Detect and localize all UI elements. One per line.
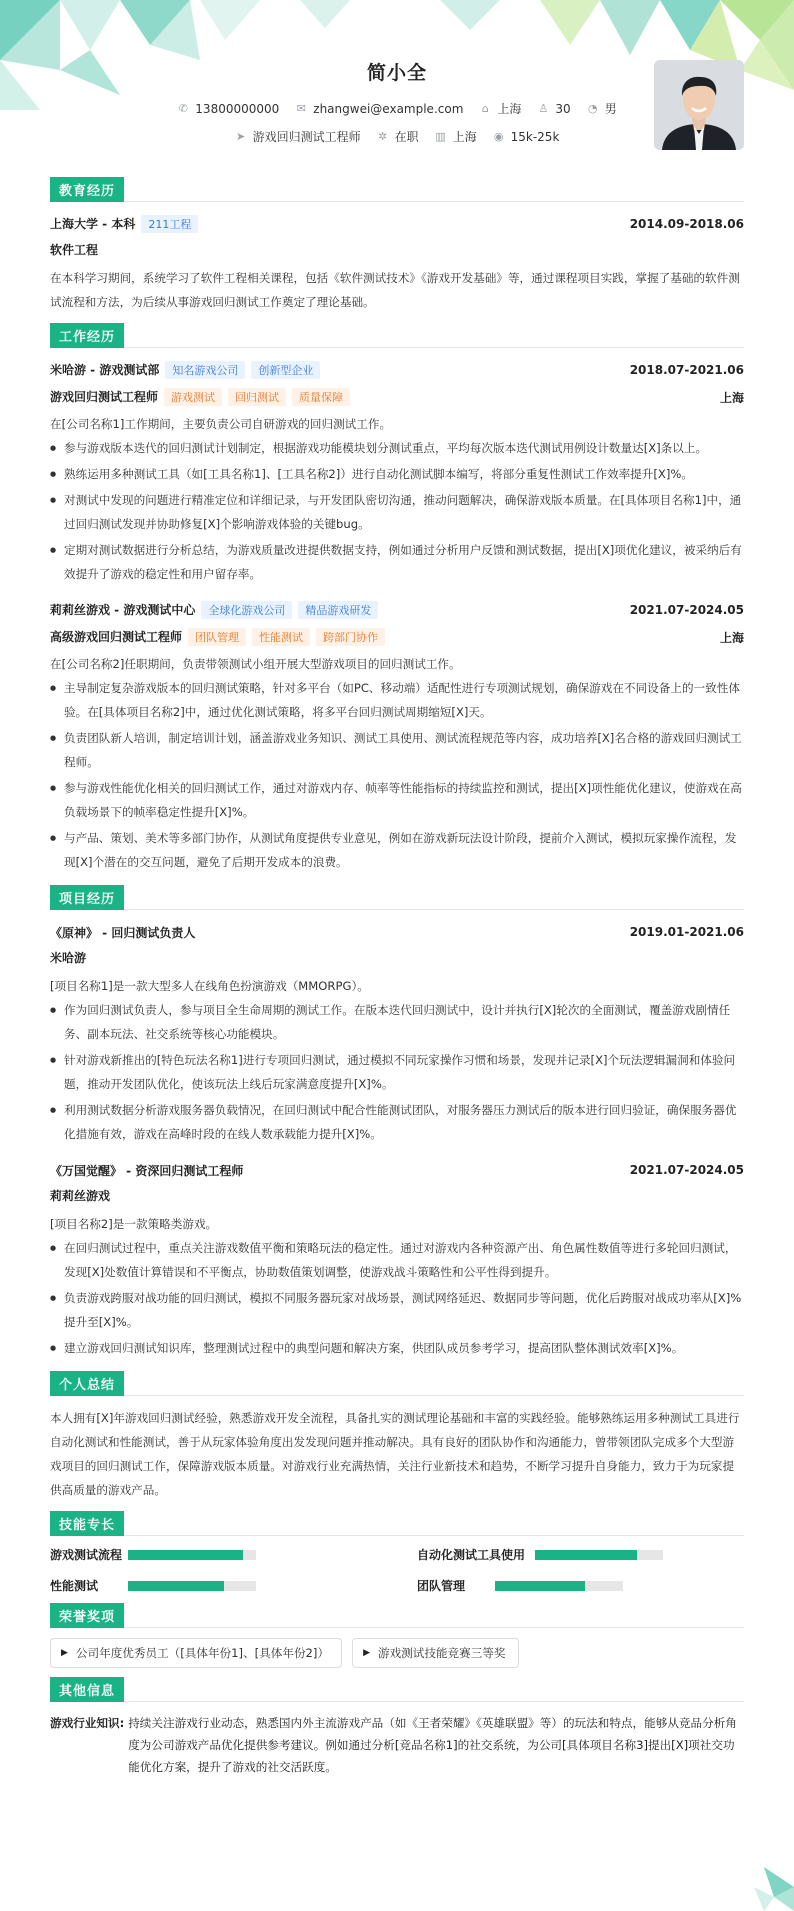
school-tag: 211工程 bbox=[141, 215, 198, 233]
award-label: 游戏测试技能竞赛三等奖 bbox=[377, 1646, 506, 1660]
phone-icon: ✆ bbox=[178, 102, 188, 115]
project-org: 米哈游 bbox=[50, 951, 87, 965]
project-title: 《万国觉醒》 - 资深回归测试工程师 bbox=[50, 1163, 244, 1178]
age: 30 bbox=[555, 101, 571, 116]
list-item: ● 在回归测试过程中，重点关注游戏数值平衡和策略玩法的稳定性。通过对游戏内各种资源产出、角色属性数值等进行多轮回归测试，发现[X]处数值计算错误和不平衡点，协助数值策划调整，使游戏战斗策略性和公平性得到提升。 bbox=[50, 1236, 744, 1284]
play-icon: ▶ bbox=[363, 1648, 370, 1658]
work-date: 2021.07-2024.05 bbox=[629, 603, 744, 617]
list-item: ● 针对游戏新推出的[特色玩法名称1]进行专项回归测试，通过模拟不同玩家操作习惯和场景，发现并记录[X]个玩法逻辑漏洞和体验问题，推动开发团队优化，使该玩法上线后玩家满意度提升[X]%。 bbox=[50, 1048, 744, 1096]
project-date: 2019.01-2021.06 bbox=[629, 925, 744, 939]
section-title-education: 教育经历 bbox=[50, 177, 124, 202]
project-title: 《原神》 - 回归测试负责人 bbox=[50, 925, 196, 940]
gender-icon: ◔ bbox=[587, 102, 598, 115]
job-intent-row bbox=[50, 128, 744, 145]
role-tag: 质量保障 bbox=[292, 388, 350, 406]
education-section bbox=[50, 178, 744, 314]
list-item: ● 熟练运用多种测试工具（如[工具名称1]、[工具名称2]）进行自动化测试脚本编写，将部分重复性测试工作效率提升[X]%。 bbox=[50, 462, 744, 486]
skill-bar-fill bbox=[495, 1581, 585, 1591]
project-section bbox=[50, 886, 744, 1360]
avatar bbox=[654, 60, 744, 150]
list-item: ● 参与游戏版本迭代的回归测试计划制定，根据游戏功能模块划分测试重点，平均每次版本迭代测试用例设计数量达[X]条以上。 bbox=[50, 436, 744, 460]
project-bullets bbox=[50, 998, 744, 1146]
home-icon: ⌂ bbox=[481, 102, 489, 115]
skill-item bbox=[50, 1546, 377, 1563]
other-text: 持续关注游戏行业动态，熟悉国内外主流游戏产品（如《王者荣耀》《英雄联盟》等）的玩法和特点，能够从竞品分析角度为公司游戏产品优化提供参考建议。例如通过分析[竞品名称1]的社交系统，为公司[具体项目名称3]提出[X]项社交功能优化方案，提升了游戏的社交活跃度。 bbox=[128, 1716, 737, 1774]
section-title-skills: 技能专长 bbox=[50, 1511, 124, 1536]
avatar-photo bbox=[654, 60, 744, 150]
award-label: 公司年度优秀员工（[具体年份1]、[具体年份2]） bbox=[75, 1646, 330, 1660]
skills-grid bbox=[50, 1546, 744, 1594]
list-item: ● 对测试中发现的问题进行精准定位和详细记录，与开发团队密切沟通，推动问题解决，确保游戏版本质量。在[具体项目名称1]中，通过回归测试发现并协助修复[X]个影响游戏体验的关键bug。 bbox=[50, 488, 744, 536]
summary-text: 本人拥有[X]年游戏回归测试经验，熟悉游戏开发全流程，具备扎实的测试理论基础和丰富的实践经验。能够熟练运用多种测试工具进行自动化测试和性能测试，善于从玩家体验角度出发发现问题并推动解决。具有良好的团队协作和沟通能力，曾带领团队完成多个大型游戏项目的回归测试工作，保障游戏版本质量。对游戏行业充满热情，关注行业新技术和趋势，不断学习提升自身能力，致力于为玩家提供高质量的游戏产品。 bbox=[50, 1411, 740, 1497]
company-tag: 全球化游戏公司 bbox=[201, 601, 292, 619]
skill-item bbox=[417, 1546, 744, 1563]
city: 上海 bbox=[497, 102, 522, 116]
company-tag: 知名游戏公司 bbox=[165, 361, 245, 379]
project-intro: [项目名称1]是一款大型多人在线角色扮演游戏（MMORPG）。 bbox=[50, 979, 369, 993]
company: 莉莉丝游戏 - 游戏测试中心 bbox=[50, 603, 196, 617]
work-bullets bbox=[50, 436, 744, 586]
footer-decoration bbox=[754, 1867, 794, 1911]
salary-icon: ◉ bbox=[493, 130, 504, 143]
email: zhangwei@example.com bbox=[313, 101, 464, 116]
company: 米哈游 - 游戏测试部 bbox=[50, 363, 160, 377]
job-intent: 游戏回归测试工程师 bbox=[252, 130, 361, 144]
award-item bbox=[50, 1638, 342, 1668]
salary: 15k-25k bbox=[510, 129, 560, 144]
list-item: ● 与产品、策划、美术等多部门协作，从测试角度提供专业意见，例如在游戏新玩法设计阶段，提前介入测试，模拟玩家操作流程，发现[X]个潜在的交互问题，避免了后期开发成本的浪费。 bbox=[50, 826, 744, 874]
skill-bar bbox=[128, 1581, 256, 1591]
award-item bbox=[352, 1638, 518, 1668]
skill-name: 自动化测试工具使用 bbox=[417, 1548, 526, 1562]
list-item: ● 负责团队新人培训，制定培训计划，涵盖游戏业务知识、测试工具使用、测试流程规范等内容，成功培养[X]名合格的游戏回归测试工程师。 bbox=[50, 726, 744, 774]
skill-name: 游戏测试流程 bbox=[50, 1548, 123, 1562]
phone: 13800000000 bbox=[195, 101, 280, 116]
age-icon: ♙ bbox=[538, 102, 549, 115]
section-title-other: 其他信息 bbox=[50, 1677, 124, 1702]
skill-name: 性能测试 bbox=[50, 1579, 99, 1593]
contact-row bbox=[50, 100, 744, 117]
education-date: 2014.09-2018.06 bbox=[629, 217, 744, 231]
summary-section bbox=[50, 1372, 744, 1502]
company-tag: 创新型企业 bbox=[251, 361, 320, 379]
skills-section bbox=[50, 1512, 744, 1594]
skill-bar-fill bbox=[535, 1550, 637, 1560]
skill-bar-fill bbox=[128, 1550, 243, 1560]
work-date: 2018.07-2021.06 bbox=[629, 363, 744, 377]
role-tag: 团队管理 bbox=[188, 628, 246, 646]
work-city: 上海 bbox=[719, 390, 744, 405]
work-city: 上海 bbox=[719, 630, 744, 645]
list-item: ● 参与游戏性能优化相关的回归测试工作，通过对游戏内存、帧率等性能指标的持续监控和测试，提出[X]项性能优化建议，使游戏在高负载场景下的帧率稳定性提升[X]%。 bbox=[50, 776, 744, 824]
role-tag: 跨部门协作 bbox=[316, 628, 385, 646]
work-city: 上海 bbox=[452, 130, 477, 144]
education-desc: 在本科学习期间，系统学习了软件工程相关课程，包括《软件测试技术》《游戏开发基础》等，通过课程项目实践，掌握了基础的软件测试流程和方法，为后续从事游戏回归测试工作奠定了理论基础。 bbox=[50, 271, 740, 309]
project-intro: [项目名称2]是一款策略类游戏。 bbox=[50, 1217, 218, 1231]
list-item: ● 负责游戏跨服对战功能的回归测试，模拟不同服务器玩家对战场景，测试网络延迟、数据同步等问题，优化后跨服对战成功率从[X]%提升至[X]%。 bbox=[50, 1286, 744, 1334]
job-status: 在职 bbox=[394, 130, 419, 144]
work-bullets bbox=[50, 676, 744, 874]
project-org: 莉莉丝游戏 bbox=[50, 1189, 111, 1203]
send-icon: ➤ bbox=[235, 130, 246, 143]
work-section bbox=[50, 324, 744, 874]
company-tag: 精品游戏研发 bbox=[298, 601, 378, 619]
skill-item bbox=[417, 1577, 744, 1594]
role-tag: 性能测试 bbox=[252, 628, 310, 646]
work-intro: 在[公司名称1]工作期间，主要负责公司自研游戏的回归测试工作。 bbox=[50, 417, 392, 431]
awards-section bbox=[50, 1604, 744, 1668]
skill-bar-fill bbox=[128, 1581, 224, 1591]
other-label: 游戏行业知识: bbox=[50, 1716, 125, 1730]
building-icon: ▥ bbox=[435, 130, 446, 143]
status-icon: ✲ bbox=[377, 130, 388, 143]
work-entry bbox=[50, 358, 744, 586]
skill-name: 团队管理 bbox=[417, 1579, 466, 1593]
role: 高级游戏回归测试工程师 bbox=[50, 630, 183, 644]
work-entry bbox=[50, 598, 744, 874]
play-icon: ▶ bbox=[61, 1648, 68, 1658]
major: 软件工程 bbox=[50, 243, 99, 257]
skill-bar bbox=[495, 1581, 623, 1591]
section-title-project: 项目经历 bbox=[50, 885, 124, 910]
school: 上海大学 - 本科 bbox=[50, 217, 136, 231]
skill-bar bbox=[535, 1550, 663, 1560]
email-icon: ✉ bbox=[296, 102, 306, 115]
project-bullets bbox=[50, 1236, 744, 1360]
resume-header bbox=[50, 0, 744, 178]
other-section bbox=[50, 1678, 744, 1778]
list-item: ● 作为回归测试负责人，参与项目全生命周期的测试工作。在版本迭代回归测试中，设计并执行[X]轮次的全面测试，覆盖游戏剧情任务、副本玩法、社交系统等核心功能模块。 bbox=[50, 998, 744, 1046]
section-title-awards: 荣誉奖项 bbox=[50, 1603, 124, 1628]
role: 游戏回归测试工程师 bbox=[50, 390, 159, 404]
candidate-name: 简小全 bbox=[366, 62, 427, 84]
skill-item bbox=[50, 1577, 377, 1594]
list-item: ● 利用测试数据分析游戏服务器负载情况，在回归测试中配合性能测试团队，对服务器压力测试后的版本进行回归验证，确保服务器优化措施有效，游戏在高峰时段的在线人数承载能力提升[X]%。 bbox=[50, 1098, 744, 1146]
role-tag: 游戏测试 bbox=[164, 388, 222, 406]
section-title-summary: 个人总结 bbox=[50, 1371, 124, 1396]
gender: 男 bbox=[604, 102, 617, 116]
section-title-work: 工作经历 bbox=[50, 323, 124, 348]
project-entry bbox=[50, 920, 744, 1146]
list-item: ● 定期对测试数据进行分析总结，为游戏质量改进提供数据支持，例如通过分析用户反馈和测试数据，提出[X]项优化建议，被采纳后有效提升了游戏的稳定性和用户留存率。 bbox=[50, 538, 744, 586]
work-intro: 在[公司名称2]任职期间，负责带领测试小组开展大型游戏项目的回归测试工作。 bbox=[50, 657, 461, 671]
role-tag: 回归测试 bbox=[228, 388, 286, 406]
skill-bar bbox=[128, 1550, 256, 1560]
project-date: 2021.07-2024.05 bbox=[629, 1163, 744, 1177]
list-item: ● 主导制定复杂游戏版本的回归测试策略，针对多平台（如PC、移动端）适配性进行专项测试规划，确保游戏在不同设备上的一致性体验。在[具体项目名称2]中，通过优化测试策略，将多平台回归测试周期缩短[X]天。 bbox=[50, 676, 744, 724]
list-item: ● 建立游戏回归测试知识库，整理测试过程中的典型问题和解决方案，供团队成员参考学习，提高团队整体测试效率[X]%。 bbox=[50, 1336, 744, 1360]
project-entry bbox=[50, 1158, 744, 1360]
